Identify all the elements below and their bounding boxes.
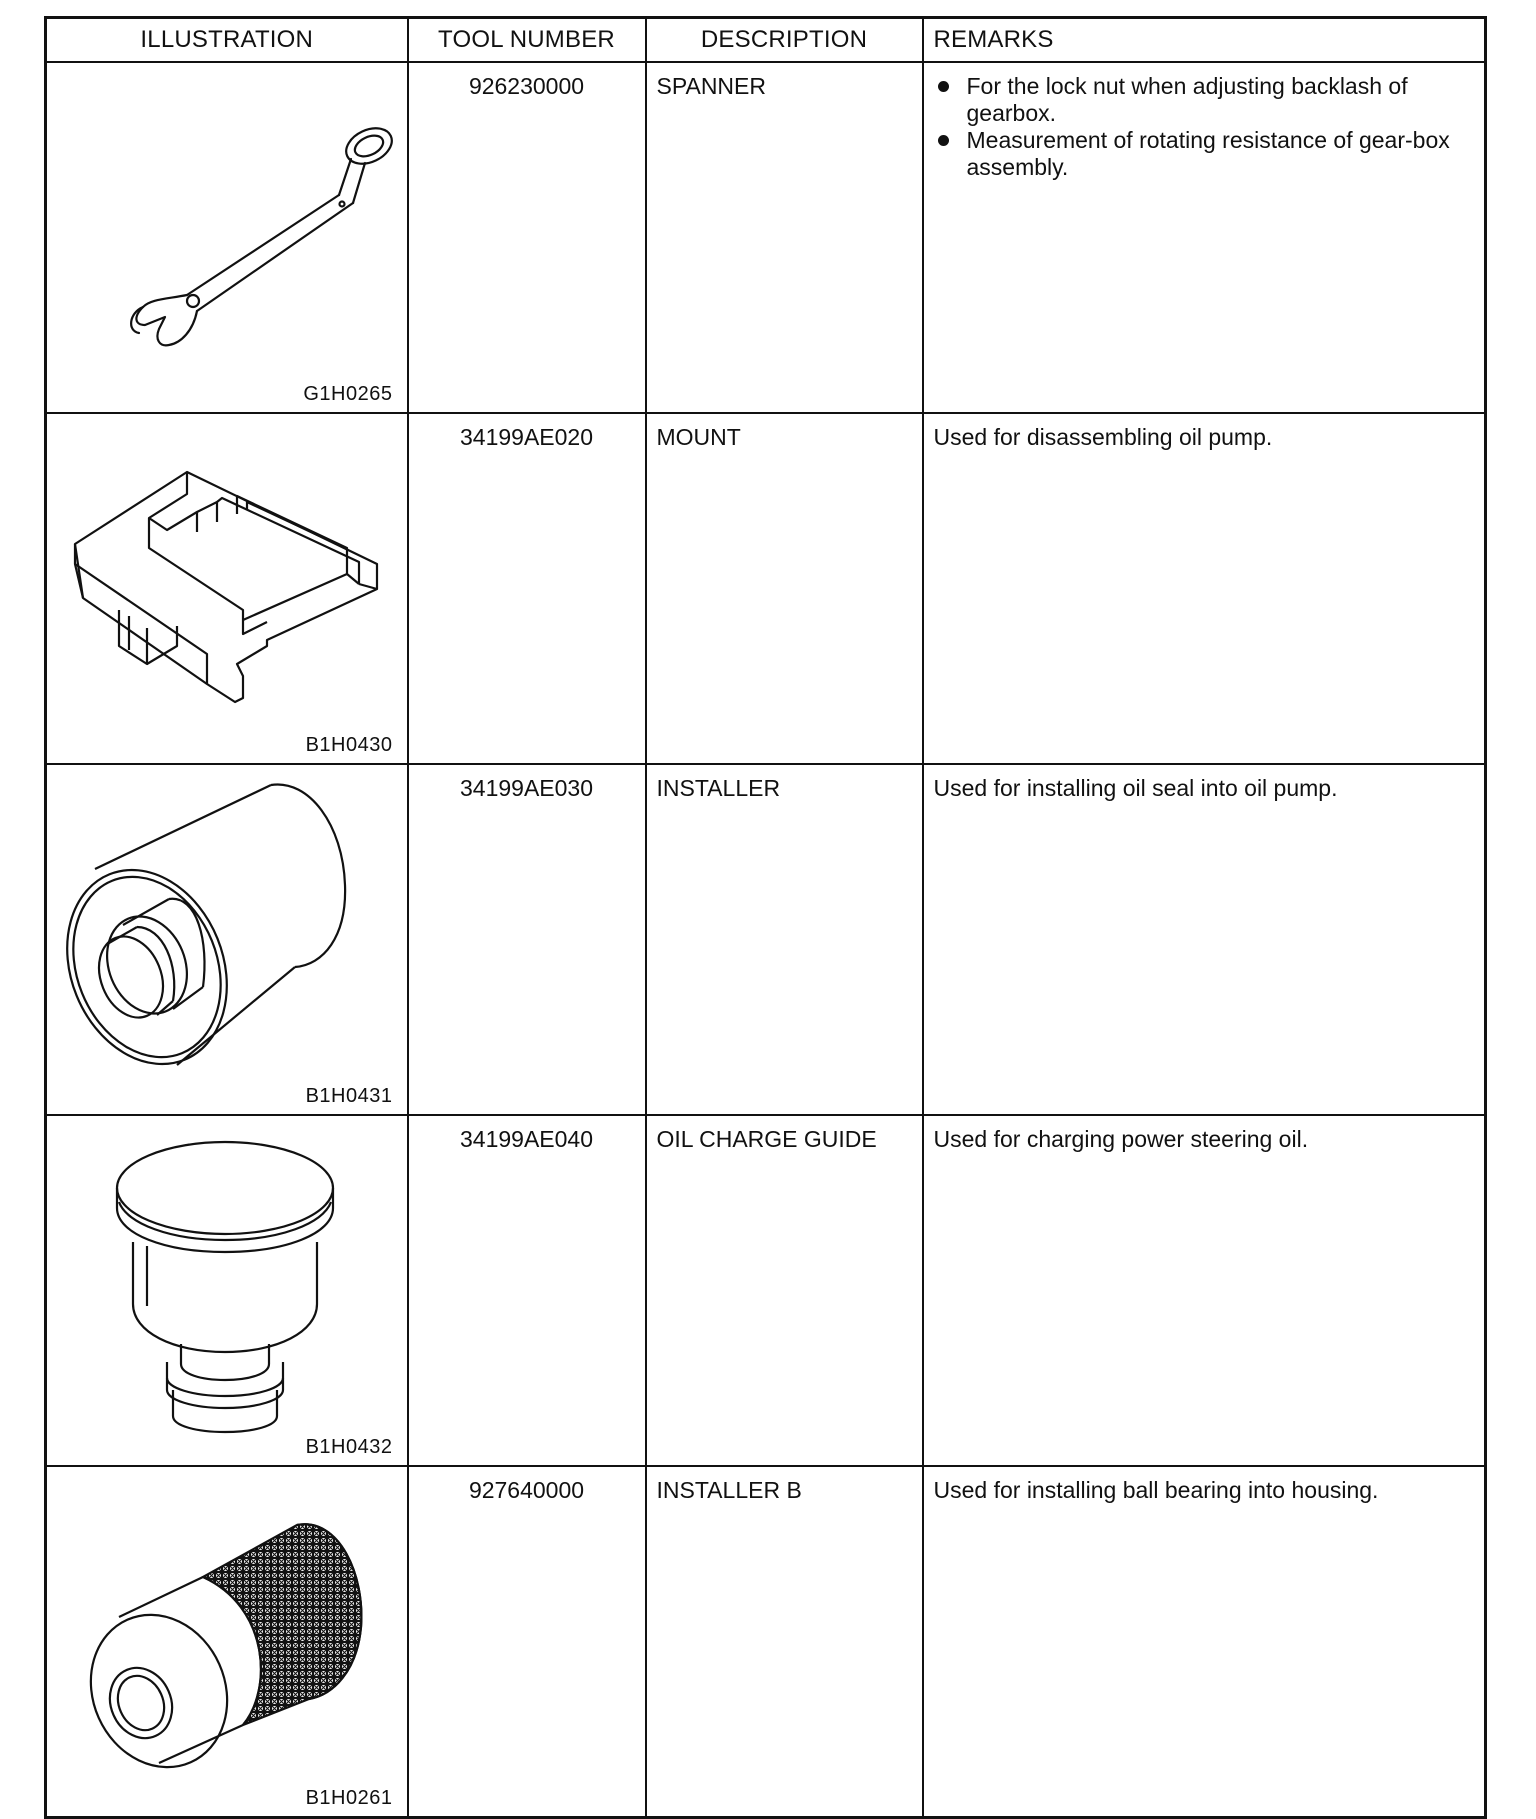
header-description: DESCRIPTION	[646, 18, 923, 63]
bullet-icon	[938, 81, 949, 92]
table-row	[46, 1115, 1486, 1466]
header-illustration: ILLUSTRATION	[46, 18, 408, 63]
tool-number: 926230000	[408, 62, 646, 413]
knurled-installer-icon	[47, 1467, 407, 1806]
illustration-cell	[46, 413, 408, 764]
table-row	[46, 764, 1486, 1115]
figure-code: B1H0261	[305, 1787, 393, 1809]
tool-remarks: Used for charging power steering oil.	[923, 1115, 1486, 1466]
illustration-cell	[46, 1466, 408, 1818]
figure-code: B1H0431	[305, 1085, 393, 1107]
table-row	[46, 1466, 1486, 1818]
tool-remarks: Used for installing oil seal into oil pump.	[923, 764, 1486, 1115]
figure-code: B1H0432	[305, 1436, 393, 1458]
tool-number: 34199AE040	[408, 1115, 646, 1466]
remarks-bullet-item: Measurement of rotating resistance of gear-box assembly.	[934, 127, 1471, 181]
tool-remarks: Used for installing ball bearing into housing.	[923, 1466, 1486, 1818]
figure-code: B1H0430	[305, 734, 393, 756]
tool-number: 34199AE030	[408, 764, 646, 1115]
tool-description: OIL CHARGE GUIDE	[646, 1115, 923, 1466]
special-tools-table	[44, 16, 1487, 1819]
mount-fixture-icon	[47, 414, 407, 753]
illustration-cell	[46, 764, 408, 1115]
illustration-cell	[46, 62, 408, 413]
tool-remarks	[923, 62, 1486, 413]
tool-remarks: Used for disassembling oil pump.	[923, 413, 1486, 764]
tool-number: 34199AE020	[408, 413, 646, 764]
table-header-row	[46, 18, 1486, 63]
illustration-cell	[46, 1115, 408, 1466]
tool-description: SPANNER	[646, 62, 923, 413]
figure-code: G1H0265	[303, 383, 393, 405]
spanner-wrench-icon	[47, 63, 407, 402]
tool-description: MOUNT	[646, 413, 923, 764]
oil-charge-guide-icon	[47, 1116, 407, 1455]
remarks-bullet-list	[934, 73, 1471, 181]
bullet-icon	[938, 135, 949, 146]
installer-cylinder-icon	[47, 765, 407, 1104]
tool-number: 927640000	[408, 1466, 646, 1818]
table-row	[46, 62, 1486, 413]
table-row	[46, 413, 1486, 764]
tool-description: INSTALLER B	[646, 1466, 923, 1818]
tool-description: INSTALLER	[646, 764, 923, 1115]
header-tool-number: TOOL NUMBER	[408, 18, 646, 63]
remarks-bullet-item: For the lock nut when adjusting backlash of gearbox.	[934, 73, 1471, 127]
header-remarks: REMARKS	[923, 18, 1486, 63]
